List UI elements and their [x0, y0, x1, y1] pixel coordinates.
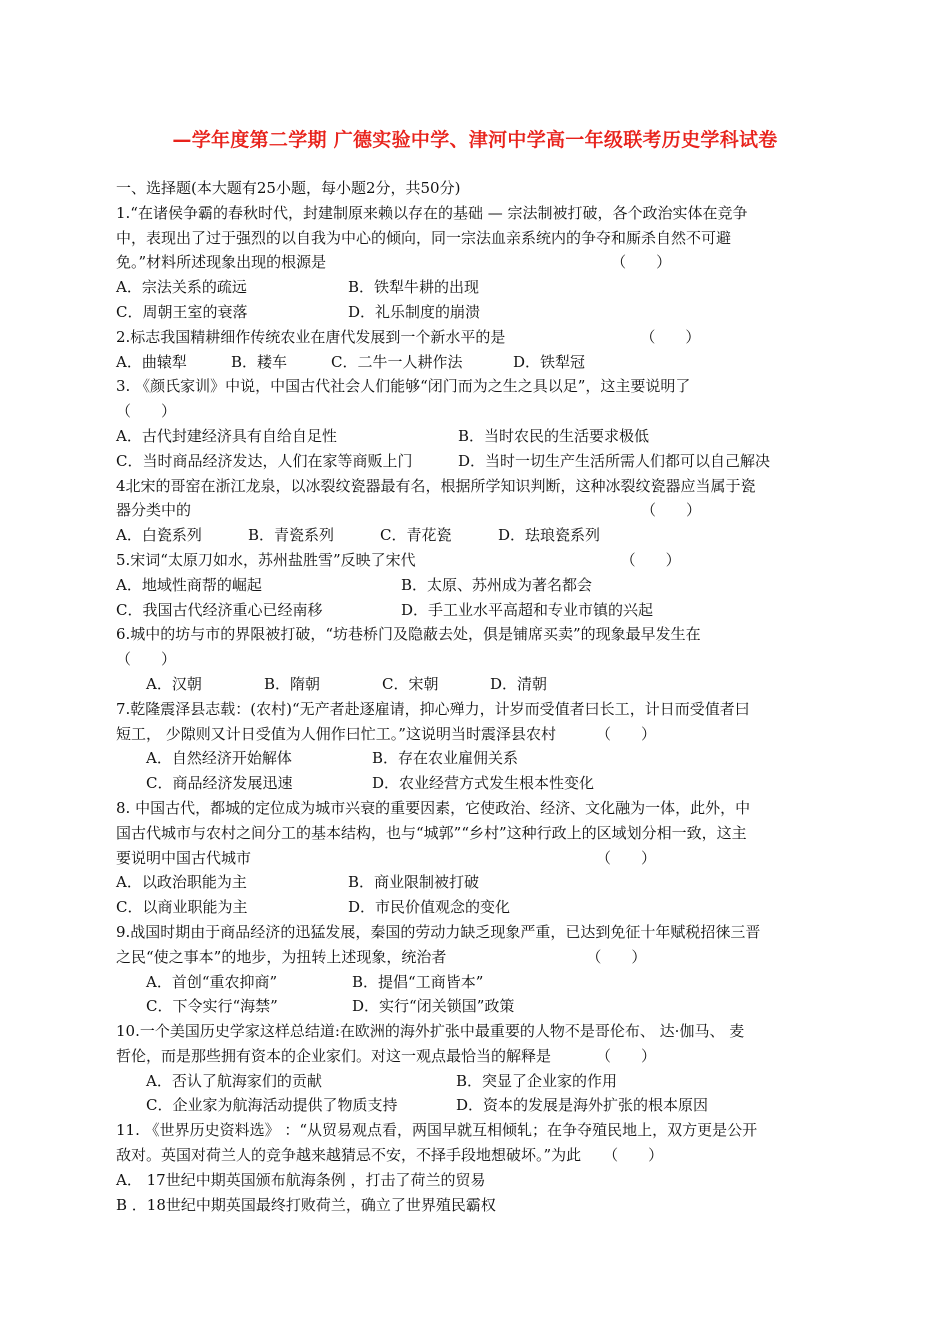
answer-blank: （ ）	[595, 724, 656, 743]
option: A．地域性商帮的崛起	[116, 575, 262, 594]
question-3	[116, 374, 842, 473]
option-row	[116, 300, 842, 325]
answer-blank: （ ）	[611, 253, 672, 272]
question-text: 哲伦，而是那些拥有资本的企业家们。对这一观点最恰当的解释是 （ ）	[116, 1044, 842, 1069]
question-text: 4北宋的哥窑在浙江龙泉，以冰裂纹瓷器最有名，根据所学知识判断，这种冰裂纹瓷器应当属于瓷	[116, 476, 756, 495]
option: C．当时商品经济发达，人们在家等商贩上门	[116, 451, 413, 470]
option-row	[116, 424, 842, 449]
question-text: 5.宋词“太原刀如水，苏州盐胜雪”反映了宋代 （ ）	[116, 548, 842, 573]
option: D．实行“闭关锁国”政策	[352, 997, 515, 1016]
exam-title: —学年度第二学期 广德实验中学、津河中学高一年级联考历史学科试卷	[172, 129, 778, 151]
answer-blank: （ ）	[596, 1046, 657, 1065]
question-text: 短工， 少隙则又计日受值为人佣作曰忙工。”这说明当时震泽县农村 （ ）	[116, 722, 842, 747]
option-row	[116, 672, 842, 697]
answer-blank: （ ）	[603, 1146, 664, 1165]
question-text: 器分类中的 （ ）	[116, 498, 842, 523]
question-1	[116, 201, 842, 325]
option: B．存在农业雇佣关系	[372, 749, 519, 768]
answer-blank: （ ）	[620, 550, 681, 569]
option: A．自然经济开始解体	[146, 749, 292, 768]
option: B．铁犁牛耕的出现	[348, 278, 480, 297]
option: C．以商业职能为主	[116, 898, 248, 917]
question-text: 国古代城市与农村之间分工的基本结构，也与“城郭”“乡村”这种行政上的区域划分相一致，这主	[116, 823, 747, 842]
question-4	[116, 474, 842, 548]
option: A．汉朝	[146, 674, 202, 693]
question-9	[116, 920, 842, 1019]
question-text: 9.战国时期由于商品经济的迅猛发展，秦国的劳动力缺乏现象严重，已达到免征十年赋税招徕三晋	[116, 922, 761, 941]
question-5	[116, 548, 842, 622]
option: D．珐琅瓷系列	[498, 526, 601, 545]
option: D．资本的发展是海外扩张的根本原因	[456, 1096, 709, 1115]
option: A．古代封建经济具有自给自足性	[116, 426, 337, 445]
option: B．当时农民的生活要求极低	[458, 426, 650, 445]
option: D．清朝	[490, 674, 548, 693]
option-row	[116, 771, 842, 796]
answer-blank: （ ）	[596, 848, 657, 867]
option: A．否认了航海家们的贡献	[146, 1071, 322, 1090]
option: D．铁犁冠	[513, 352, 586, 371]
question-7	[116, 697, 842, 796]
question-text: 要说明中国古代城市 （ ）	[116, 846, 842, 871]
option: C．宋朝	[382, 674, 439, 693]
option: B．耧车	[231, 352, 288, 371]
answer-blank: （ ）	[640, 327, 701, 346]
option: D．农业经营方式发生根本性变化	[372, 774, 595, 793]
option-row	[116, 1193, 842, 1218]
option: B．隋朝	[264, 674, 321, 693]
question-10	[116, 1019, 842, 1118]
answer-blank: （ ）	[116, 650, 177, 669]
option: B．青瓷系列	[248, 526, 335, 545]
option-row	[116, 1093, 842, 1118]
question-text: 2.标志我国精耕细作传统农业在唐代发展到一个新水平的是 （ ）	[116, 325, 842, 350]
option: C．二牛一人耕作法	[331, 352, 463, 371]
option-row	[116, 895, 842, 920]
option: C．企业家为航海活动提供了物质支持	[146, 1096, 398, 1115]
option-row	[116, 275, 842, 300]
question-text: 免。”材料所述现象出现的根源是 （ ）	[116, 250, 842, 275]
option-row	[116, 573, 842, 598]
option-row	[116, 746, 842, 771]
question-11	[116, 1118, 842, 1217]
option: A．宗法关系的疏远	[116, 278, 247, 297]
option-row	[116, 1069, 842, 1094]
option-row	[116, 523, 842, 548]
option-row	[116, 449, 842, 474]
exam-content	[116, 176, 842, 1217]
question-text: 10.一个美国历史学家这样总结道:在欧洲的海外扩张中最重要的人物不是哥伦布、 达·伽马、 麦	[116, 1022, 745, 1041]
answer-blank: （ ）	[116, 402, 177, 421]
option-row	[116, 970, 842, 995]
option: A．首创“重农抑商”	[146, 972, 278, 991]
option-row	[116, 994, 842, 1019]
question-text: 3. 《颜氏家训》中说，中国古代社会人们能够“闭门而为之生之具以足”，这主要说明了	[116, 377, 691, 396]
option: C．下令实行“海禁”	[146, 997, 278, 1016]
option: C．周朝王室的衰落	[116, 302, 248, 321]
question-text: 中，表现出了过于强烈的以自我为中心的倾向，同一宗法血亲系统内的争夺和厮杀自然不可避	[116, 228, 732, 247]
option: B．突显了企业家的作用	[456, 1071, 618, 1090]
section-heading: 一、选择题(本大题有25小题，每小题2分，共50分)	[116, 179, 461, 197]
question-text: 敌对。英国对荷兰人的竞争越来越猜忌不安，不择手段地想破坏。”为此 （ ）	[116, 1143, 842, 1168]
question-text: 之民“使之事本”的地步，为扭转上述现象，统治者 （ ）	[116, 945, 842, 970]
answer-blank: （ ）	[641, 501, 702, 520]
option: A．白瓷系列	[116, 526, 202, 545]
question-text: 6.城中的坊与市的界限被打破，“坊巷桥门及隐蔽去处，俱是铺席买卖”的现象最早发生在	[116, 625, 701, 644]
option: B．商业限制被打破	[348, 873, 480, 892]
option: D．手工业水平高超和专业市镇的兴起	[401, 600, 654, 619]
option: A．曲辕犁	[116, 352, 187, 371]
option-row	[116, 870, 842, 895]
question-text: 8. 中国古代，都城的定位成为城市兴衰的重要因素，它使政治、经济、文化融为一体，此外，中	[116, 798, 751, 817]
option: D．市民价值观念的变化	[348, 898, 511, 917]
option: C．我国古代经济重心已经南移	[116, 600, 323, 619]
option: A．以政治职能为主	[116, 873, 247, 892]
option: D．当时一切生产生活所需人们都可以自己解决	[458, 451, 771, 470]
question-text: 11. 《世界历史资料选》 ：“从贸易观点看，两国早就互相倾轧；在争夺殖民地上，双方更是公开	[116, 1121, 758, 1140]
question-text: 1.“在诸侯争霸的春秋时代，封建制原来赖以存在的基础 — 宗法制被打破，各个政治实体在竞争	[116, 203, 748, 222]
option: D．礼乐制度的崩溃	[348, 302, 481, 321]
option: B．太原、苏州成为著名都会	[401, 575, 593, 594]
option-row	[116, 598, 842, 623]
question-8	[116, 796, 842, 920]
question-6	[116, 622, 842, 696]
answer-blank: （ ）	[586, 947, 647, 966]
option: B．提倡“工商皆本”	[352, 972, 484, 991]
question-2	[116, 325, 842, 375]
option: B ．18世纪中期英国最终打败荷兰，确立了世界殖民霸权	[116, 1195, 496, 1214]
question-text: 7.乾隆震泽县志载：(农村)“无产者赴逐雇请，抑心殚力，计岁而受值者曰长工，计日而受值者曰	[116, 699, 750, 718]
option: C．青花瓷	[380, 526, 452, 545]
option: C．商品经济发展迅速	[146, 774, 293, 793]
option-row	[116, 350, 842, 375]
option: A． 17世纪中期英国颁布航海条例 ，打击了荷兰的贸易	[116, 1170, 486, 1189]
option-row	[116, 1168, 842, 1193]
